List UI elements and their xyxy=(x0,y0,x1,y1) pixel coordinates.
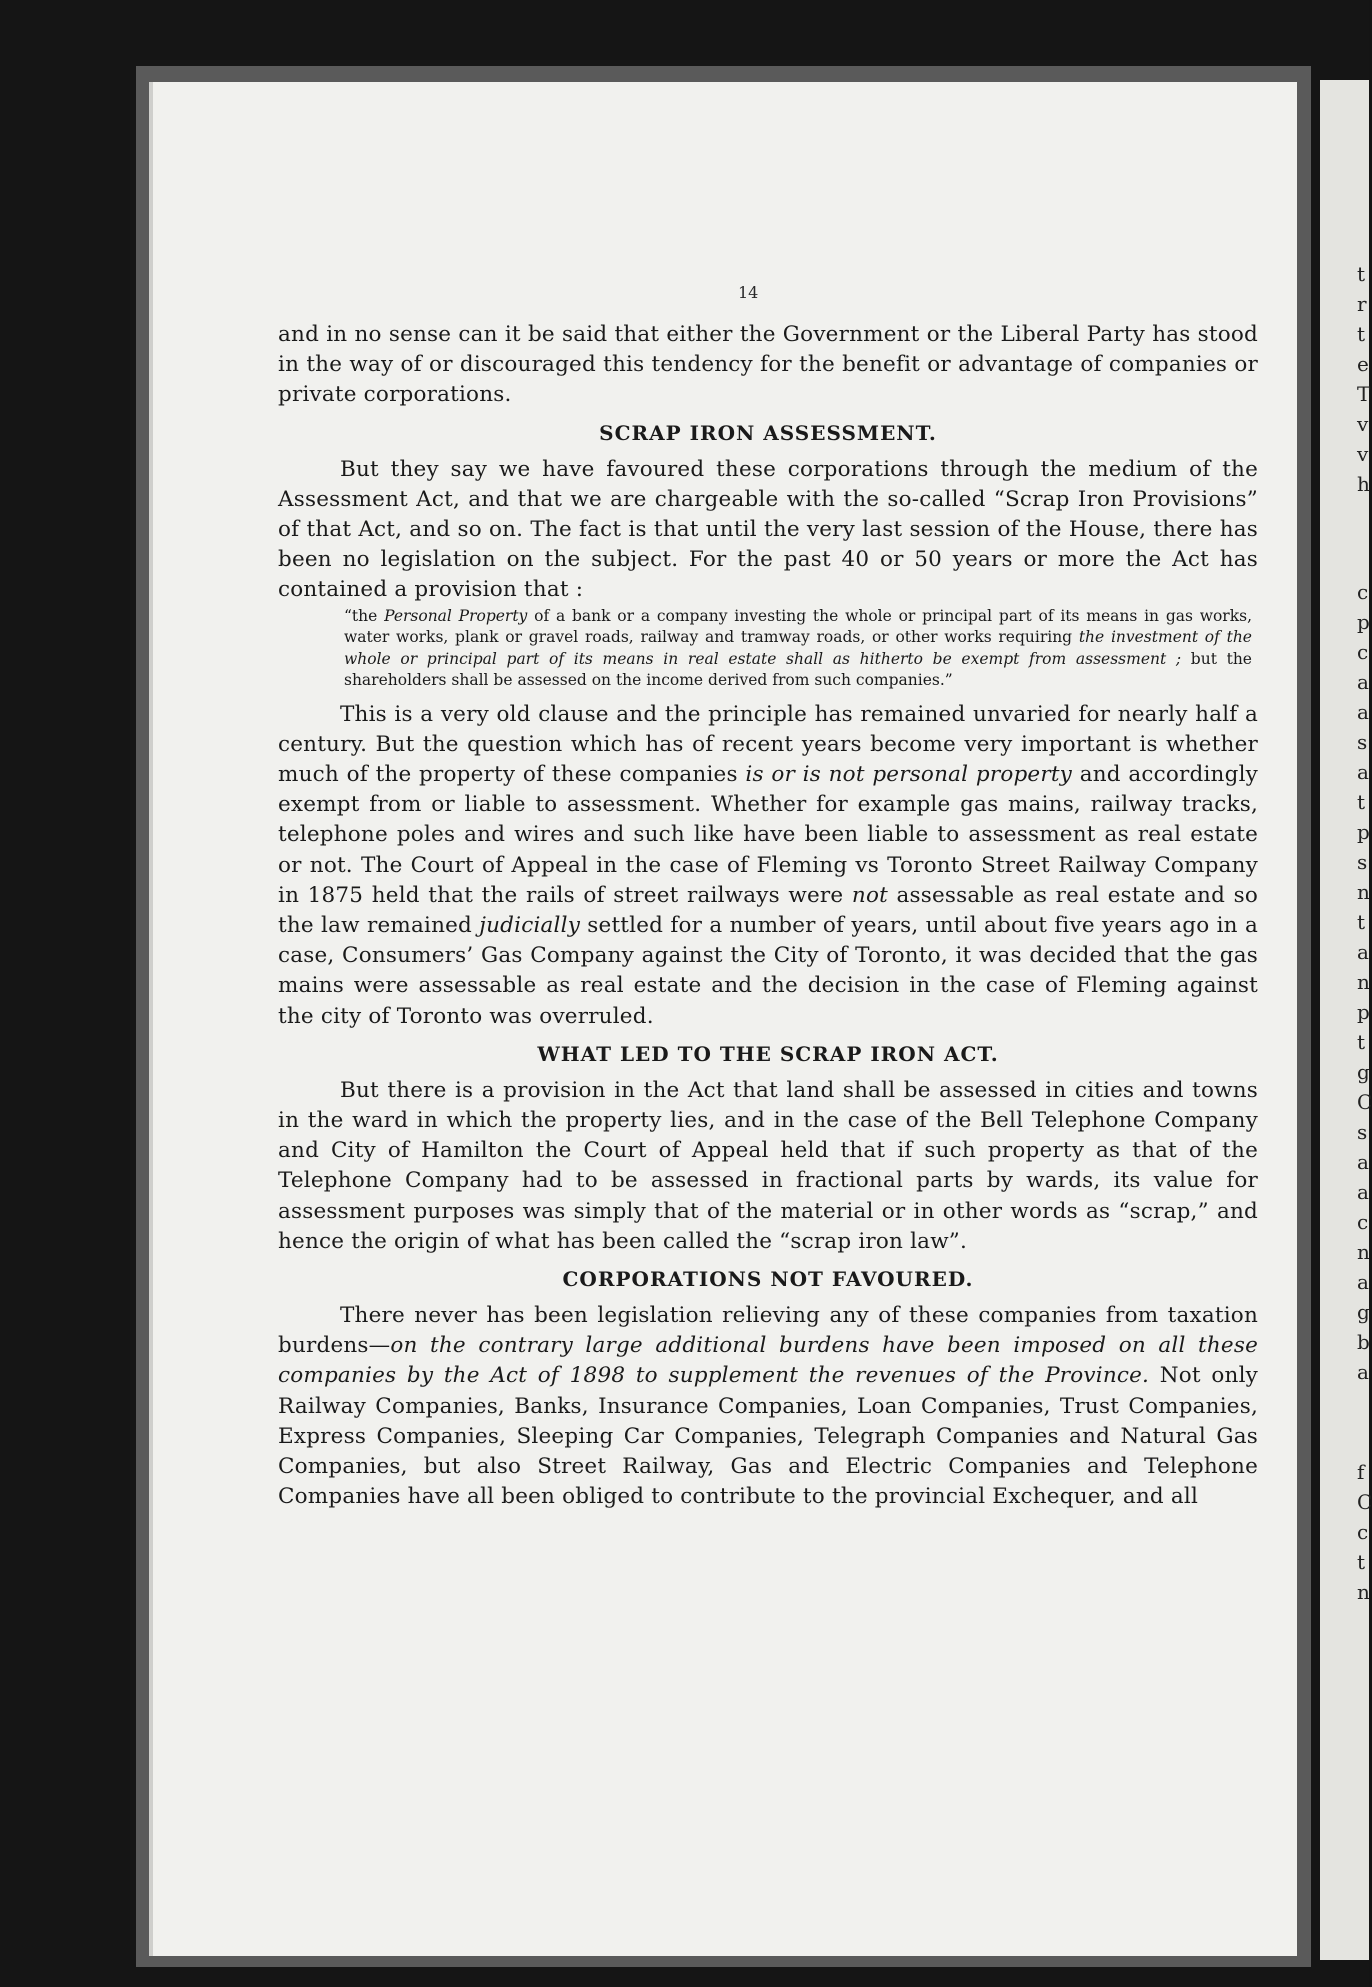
edge-letter: c xyxy=(1357,1520,1369,1544)
italic-text: is or is not personal property xyxy=(745,762,1073,788)
paragraph xyxy=(278,1301,1258,1512)
edge-letter: r xyxy=(1357,292,1367,316)
edge-letter: b xyxy=(1357,1330,1370,1354)
section-heading: SCRAP IRON ASSESSMENT. xyxy=(599,420,937,445)
section-heading: WHAT LED TO THE SCRAP IRON ACT. xyxy=(537,1041,999,1066)
edge-letter: t xyxy=(1357,1030,1366,1054)
text-run: assessable as real estate and so the law remained xyxy=(278,882,1258,939)
edge-letter: s xyxy=(1357,1120,1368,1144)
edge-letter: C xyxy=(1357,1090,1372,1114)
section-heading: CORPORATIONS NOT FAVOURED. xyxy=(562,1267,974,1292)
quoted-provision xyxy=(344,606,1252,692)
edge-letter: n xyxy=(1357,880,1370,904)
italic-text: judicially xyxy=(479,913,581,939)
text-run: This is a very old clause and the principle has remained unvaried for nearly half a century. But the question which has of recent years become very important is whether much of the property of these companies xyxy=(278,701,1258,788)
edge-letter: c xyxy=(1357,640,1369,664)
edge-letter: n xyxy=(1357,1240,1370,1264)
edge-letter: g xyxy=(1357,1060,1370,1084)
paragraph xyxy=(278,320,1258,411)
page-body xyxy=(278,320,1258,1513)
edge-letter: h xyxy=(1357,472,1370,496)
text-run: But they say we have favoured these corporations through the medium of the Assessment Act, and that we are chargeable with the so-called “Scrap Iron Provisions” of that Act, and so on. The fact is that until the very last session of the House, there has been no legislation on the subject. For the past 40 or 50 years or more the Act has contained a provision that : xyxy=(278,456,1258,603)
edge-letter: s xyxy=(1357,730,1368,754)
edge-letter: t xyxy=(1357,322,1366,346)
edge-letter: v xyxy=(1357,412,1369,436)
text-run: There never has been legislation relieving any of these companies from taxation burdens— xyxy=(278,1303,1258,1359)
edge-letter: t xyxy=(1357,262,1366,286)
paragraph xyxy=(278,1076,1258,1257)
edge-letter: C xyxy=(1357,1490,1372,1514)
edge-letter: a xyxy=(1357,1180,1369,1204)
edge-letter: c xyxy=(1357,580,1369,604)
text-run: of a bank or a company investing the whole or principal part of its means in gas works, water works, plank or gravel roads, railway and tramway roads, or other works requiring xyxy=(344,606,1252,647)
edge-letter: t xyxy=(1357,1550,1366,1574)
text-run: and accordingly exempt from or liable to assessment. Whether for example gas mains, railway tracks, telephone poles and wires and such like have been liable to assessment as real estate or not. The Court of Appeal in the case of Fleming vs Toronto Street Railway Company in 1875 held that the rails of street railways were xyxy=(278,762,1258,908)
text-run: and in no sense can it be said that either the Government or the Liberal Party has stood in the way of or discouraged this tendency for the benefit or advantage of companies or private corporations. xyxy=(278,322,1258,408)
edge-letter: t xyxy=(1357,790,1366,814)
edge-letter: t xyxy=(1357,910,1366,934)
edge-letter: s xyxy=(1357,850,1368,874)
edge-letter: a xyxy=(1357,700,1369,724)
edge-letter: c xyxy=(1357,1210,1369,1234)
edge-letter: p xyxy=(1357,1000,1370,1024)
text-run: Not only Railway Companies, Banks, Insurance Companies, Loan Companies, Trust Companies, Express Companies, Sleeping Car Companies, Telegraph Companies and Natural Gas Companies, but also Street Railway, Gas and Electric Companies and Telephone Companies have all been obliged to contribute to the provincial Exchequer, and all xyxy=(278,1363,1258,1510)
paragraph xyxy=(278,455,1258,606)
italic-text: Personal Property xyxy=(384,606,528,625)
edge-letter: a xyxy=(1357,1270,1369,1294)
text-run: But there is a provision in the Act that land shall be assessed in cities and towns in the ward in which the property lies, and in the case of the Bell Telephone Company and City of Hamilton the Court of Appeal held that if such property as that of the Telephone Company had to be assessed in fractional parts by wards, its value for assessment purposes was simply that of the material or in other words as “scrap,” and hence the origin of what has been called the “scrap iron law”. xyxy=(278,1077,1258,1254)
edge-letter: f xyxy=(1357,1460,1365,1484)
edge-letter: g xyxy=(1357,1300,1370,1324)
edge-letter: a xyxy=(1357,1150,1369,1174)
edge-letter: a xyxy=(1357,1360,1369,1384)
italic-text: on the contrary large additional burdens have been imposed on all these companies by the Act of 1898 to supplement the revenues of the Province. xyxy=(278,1333,1258,1389)
edge-letter: a xyxy=(1357,760,1369,784)
italic-text: not xyxy=(851,882,888,908)
edge-letter: a xyxy=(1357,670,1369,694)
text-run: settled for a number of years, until about five years ago in a case, Consumers’ Gas Company against the City of Toronto, it was decided that the gas mains were assessable as real estate and the decision in the case of Fleming against the city of Toronto was overruled. xyxy=(278,913,1258,1029)
edge-letter: n xyxy=(1357,970,1370,994)
edge-letter: v xyxy=(1357,442,1369,466)
edge-letter: e xyxy=(1357,352,1369,376)
paragraph xyxy=(278,700,1258,1032)
italic-text: the investment of the whole or principal part of its means in real estate shall as hitherto be exempt from assessment ; xyxy=(344,628,1252,668)
edge-letter: p xyxy=(1357,610,1370,634)
edge-letter: T xyxy=(1357,382,1371,406)
edge-letter: a xyxy=(1357,940,1369,964)
text-run: “the xyxy=(344,606,385,625)
edge-letter: p xyxy=(1357,820,1370,844)
text-run: but the shareholders shall be assessed on the income derived from such companies.” xyxy=(344,649,1252,690)
page-number: 14 xyxy=(738,283,759,302)
edge-letter: n xyxy=(1357,1580,1370,1604)
